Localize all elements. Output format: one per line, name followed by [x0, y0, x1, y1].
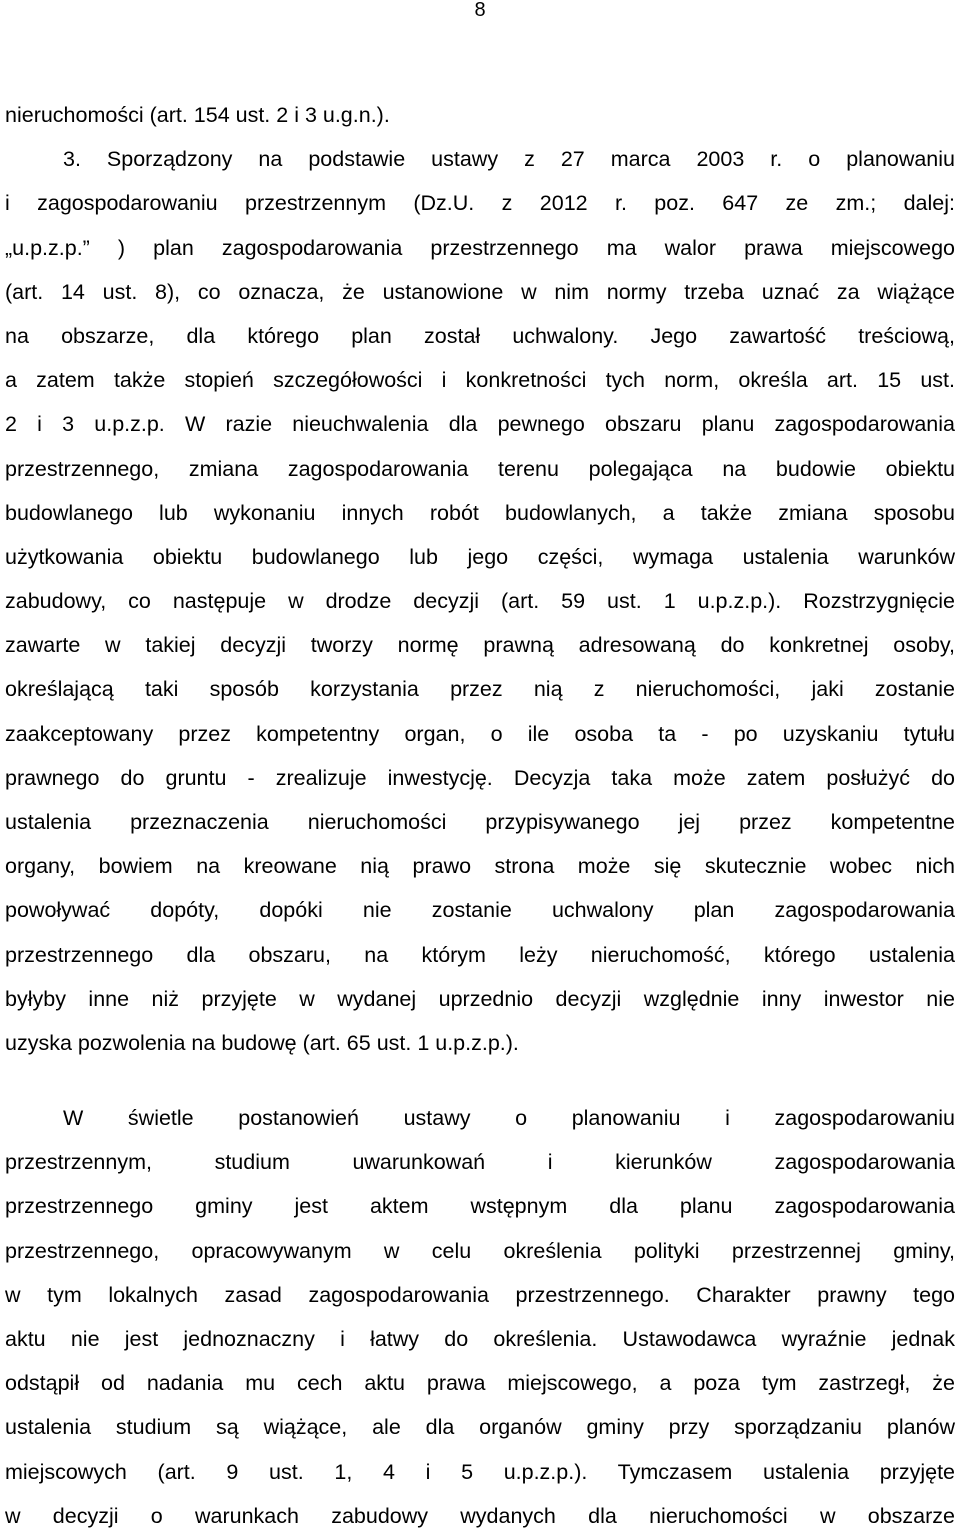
text-line: określającą taki sposób korzystania przez nią z nieruchomości, jaki zostanie [5, 677, 955, 702]
text-line: przestrzennego, opracowywanym w celu określenia polityki przestrzennej gminy, [5, 1238, 955, 1263]
text-line: przestrzennym, studium uwarunkowań i kierunków zagospodarowania [5, 1150, 955, 1175]
text-line: budowlanego lub wykonaniu innych robót budowlanych, a także zmiana sposobu [5, 500, 955, 525]
text-line: ustalenia przeznaczenia nieruchomości przypisywanego jej przez kompetentne [5, 810, 955, 834]
text-line: (art. 14 ust. 8), co oznacza, że ustanowione w nim normy trzeba uznać za wiążące [5, 279, 955, 304]
text-line: ustalenia studium są wiążące, ale dla organów gminy przy sporządzaniu planów [5, 1415, 955, 1440]
text-line: „u.p.z.p.” ) plan zagospodarowania przestrzennego ma walor prawa miejscowego [5, 235, 955, 260]
text-line: a zatem także stopień szczegółowości i konkretności tych norm, określa art. 15 ust. [5, 368, 955, 393]
text-line: użytkowania obiektu budowlanego lub jego części, wymaga ustalenia warunków [5, 544, 955, 569]
text-line: nieruchomości (art. 154 ust. 2 i 3 u.g.n.). [5, 103, 390, 127]
text-line: prawnego do gruntu - zrealizuje inwestycję. Decyzja taka może zatem posłużyć do [5, 765, 955, 790]
paragraph-block-b [5, 1096, 955, 1538]
page-number: 8 [474, 0, 486, 21]
text-line: 3. Sporządzony na podstawie ustawy z 27 marca 2003 r. o planowaniu [63, 147, 955, 172]
text-line: odstąpił od nadania mu cech aktu prawa miejscowego, a poza tym zastrzegł, że [5, 1371, 955, 1396]
text-line: W świetle postanowień ustawy o planowaniu i zagospodarowaniu [63, 1106, 955, 1130]
text-line: aktu nie jest jednoznaczny i łatwy do określenia. Ustawodawca wyraźnie jednak [5, 1326, 955, 1351]
text-line: uzyska pozwolenia na budowę (art. 65 ust. 1 u.p.z.p.). [5, 1030, 519, 1055]
text-line: zawarte w takiej decyzji tworzy normę prawną adresowaną do konkretnej osoby, [5, 633, 955, 658]
text-line: zabudowy, co następuje w drodze decyzji (art. 59 ust. 1 u.p.z.p.). Rozstrzygnięcie [5, 589, 955, 614]
text-line: organy, bowiem na kreowane nią prawo strona może się skutecznie wobec nich [5, 854, 955, 879]
text-line: byłyby inne niż przyjęte w wydanej uprzednio decyzji względnie inny inwestor nie [5, 986, 955, 1011]
text-line: przestrzennego dla obszaru, na którym leży nieruchomość, którego ustalenia [5, 942, 955, 967]
text-line: w decyzji o warunkach zabudowy wydanych dla nieruchomości w obszarze [5, 1503, 955, 1528]
text-line: w tym lokalnych zasad zagospodarowania przestrzennego. Charakter prawny tego [5, 1282, 955, 1307]
text-line: na obszarze, dla którego plan został uchwalony. Jego zawartość treściową, [5, 323, 955, 348]
text-line: i zagospodarowaniu przestrzennym (Dz.U. z 2012 r. poz. 647 ze zm.; dalej: [5, 191, 955, 216]
text-line: miejscowych (art. 9 ust. 1, 4 i 5 u.p.z.p.). Tymczasem ustalenia przyjęte [5, 1459, 955, 1484]
text-line: powoływać dopóty, dopóki nie zostanie uchwalony plan zagospodarowania [5, 898, 955, 923]
text-line: zaakceptowany przez kompetentny organ, o ile osoba ta - po uzyskaniu tytułu [5, 721, 955, 746]
text-line: 2 i 3 u.p.z.p. W razie nieuchwalenia dla pewnego obszaru planu zagospodarowania [5, 412, 955, 437]
text-line: przestrzennego gminy jest aktem wstępnym dla planu zagospodarowania [5, 1194, 955, 1219]
paragraph-block-a [5, 93, 955, 1065]
text-line: przestrzennego, zmiana zagospodarowania terenu polegająca na budowie obiektu [5, 456, 955, 481]
